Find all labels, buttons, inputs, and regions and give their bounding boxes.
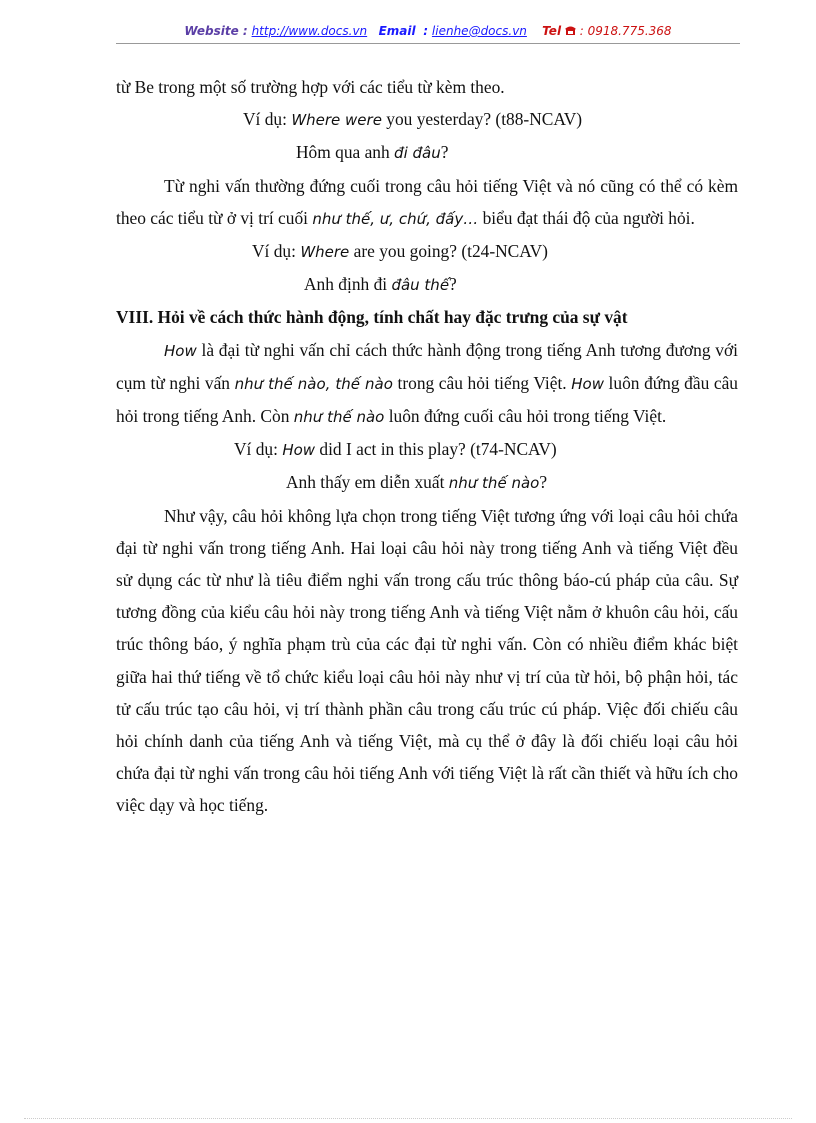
example-2-translation (116, 268, 738, 301)
example-1 (116, 103, 738, 136)
text-span: luôn đứng đầu câu hỏi trong tiếng Anh. Còn (116, 372, 738, 427)
translation-text: Anh định đi (304, 274, 392, 295)
example-text: are you going? (t24-NCAV) (349, 241, 548, 262)
text-span: biểu đạt thái độ của người hỏi. (478, 207, 695, 228)
document-body (116, 71, 738, 822)
italic-span: như thế, ư, chứ, đấy… (312, 209, 479, 228)
tel-label: Tel (542, 24, 562, 38)
italic-span: như thế nào (293, 408, 385, 427)
text-span: Từ nghi vấn thường đứng cuối trong câu hỏi tiếng Việt và nó cũng có thể có kèm theo các tiểu từ ở vị trí cuối (116, 175, 738, 228)
italic-span: như thế nào, thế nào (234, 374, 393, 393)
example-text: you yesterday? (t88-NCAV) (381, 109, 583, 130)
paragraph-1: từ Be trong một số trường hợp với các tiểu từ kèm theo. (116, 77, 505, 97)
example-1-translation (116, 136, 738, 169)
translation-end: ? (539, 472, 548, 493)
example-2 (116, 235, 738, 268)
website-link[interactable]: http://www.docs.vn (251, 24, 368, 38)
section-heading: VIII. Hỏi về cách thức hành động, tính chất hay đặc trưng của sự vật (116, 307, 628, 328)
example-keyword: How (282, 441, 316, 460)
website-label: Website : (184, 24, 248, 38)
paragraph-3 (116, 334, 738, 434)
translation-end: ? (440, 142, 449, 163)
italic-span: How (164, 341, 197, 360)
example-3 (116, 433, 738, 466)
translation-text: Anh thấy em diễn xuất (286, 472, 449, 493)
translation-keyword: như thế nào (448, 474, 540, 493)
header-divider (116, 43, 740, 44)
email-separator: : (423, 24, 429, 38)
text-span: luôn đứng cuối câu hỏi trong tiếng Việt. (384, 406, 667, 427)
italic-span: How (571, 374, 604, 393)
example-keyword: Where (300, 243, 350, 262)
text-span: trong câu hỏi tiếng Việt. (392, 372, 572, 393)
page-bottom-border (24, 1118, 792, 1119)
example-label: Ví dụ: (243, 109, 292, 130)
paragraph-2 (116, 170, 738, 235)
example-3-translation (116, 466, 738, 499)
paragraph-4: Như vậy, câu hỏi không lựa chọn trong tiếng Việt tương ứng với loại câu hỏi chứa đại từ nghi vấn trong tiếng Anh. Hai loại câu hỏi này trong tiếng Anh và tiếng Việt đều sử dụng các từ như là tiêu điểm nghi vấn trong cấu trúc thông báo-cú pháp của câu. Sự tương đồng của kiểu câu hỏi này trong tiếng Anh và tiếng Việt nằm ở khuôn câu hỏi, cấu trúc thông báo, ý nghĩa phạm trù của các đại từ nghi vấn. Còn có nhiều điểm khác biệt giữa hai thứ tiếng về tổ chức kiểu loại câu hỏi này như vị trí của từ hỏi, bộ phận hỏi, tác tử cấu trúc tạo câu hỏi, vị trí thành phần câu trong cấu trúc cú pháp. Việc đối chiếu câu hỏi chính danh của tiếng Anh và tiếng Việt, mà cụ thể ở đây là đối chiếu loại câu hỏi chứa đại từ nghi vấn trong câu hỏi tiếng Anh với tiếng Việt là rất cần thiết và hữu ích cho việc dạy và học tiếng. (116, 505, 738, 816)
translation-end: ? (449, 274, 457, 295)
example-keyword: Where were (291, 111, 382, 130)
example-label: Ví dụ: (252, 241, 301, 262)
tel-number: : 0918.775.368 (579, 24, 672, 38)
example-text: did I act in this play? (t74-NCAV) (315, 439, 557, 460)
email-label: Email (378, 24, 416, 38)
example-label: Ví dụ: (234, 439, 283, 460)
translation-keyword: đi đâu (394, 144, 441, 163)
text-span: là đại từ nghi vấn chỉ cách thức hành động trong tiếng Anh tương đương với cụm từ nghi vấn (116, 339, 738, 393)
email-link[interactable]: lienhe@docs.vn (431, 24, 527, 38)
page-header (116, 24, 740, 39)
translation-keyword: đâu thế (391, 276, 450, 295)
translation-text: Hôm qua anh (296, 142, 395, 163)
phone-icon (565, 25, 576, 39)
